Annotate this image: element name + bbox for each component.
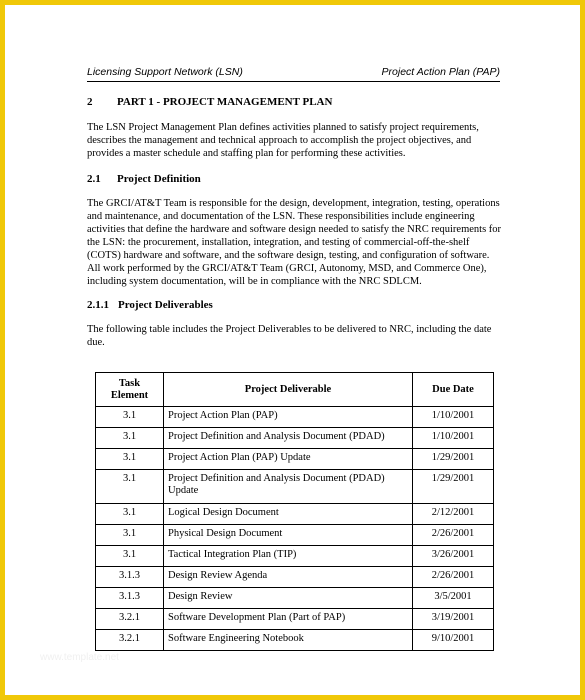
date-cell: 2/12/2001 [413, 504, 494, 525]
task-cell: 3.1.3 [96, 567, 164, 588]
table-row [96, 504, 494, 525]
deliverable-cell: Design Review Agenda [164, 567, 413, 588]
table-row [96, 407, 494, 428]
date-cell: 1/10/2001 [413, 428, 494, 449]
page-header [87, 66, 500, 82]
task-cell: 3.2.1 [96, 609, 164, 630]
date-cell: 3/26/2001 [413, 546, 494, 567]
deliverable-cell: Software Development Plan (Part of PAP) [164, 609, 413, 630]
task-cell: 3.2.1 [96, 630, 164, 651]
table-row [96, 609, 494, 630]
date-cell: 3/19/2001 [413, 609, 494, 630]
table-row [96, 630, 494, 651]
table-header-row [96, 373, 494, 407]
date-cell: 1/29/2001 [413, 449, 494, 470]
document-page [5, 5, 580, 695]
subsection-title: Project Definition [117, 173, 201, 185]
watermark: www.template.net [40, 652, 119, 663]
header-project-deliverable: Project Deliverable [164, 373, 413, 407]
subsection-heading [87, 173, 201, 185]
subsubsection-number: 2.1.1 [87, 299, 109, 311]
task-cell: 3.1.3 [96, 588, 164, 609]
date-cell: 9/10/2001 [413, 630, 494, 651]
deliverable-cell: Logical Design Document [164, 504, 413, 525]
task-cell: 3.1 [96, 470, 164, 504]
header-task-element: Task Element [96, 373, 164, 407]
deliverable-cell: Design Review [164, 588, 413, 609]
deliverable-cell: Tactical Integration Plan (TIP) [164, 546, 413, 567]
header-due-date: Due Date [413, 373, 494, 407]
date-cell: 1/10/2001 [413, 407, 494, 428]
table-row [96, 428, 494, 449]
deliverable-cell: Project Definition and Analysis Document (PDAD) Update [164, 470, 413, 504]
deliverables-table [95, 372, 494, 651]
deliverable-cell: Project Action Plan (PAP) [164, 407, 413, 428]
task-cell: 3.1 [96, 525, 164, 546]
deliverable-cell: Physical Design Document [164, 525, 413, 546]
task-cell: 3.1 [96, 546, 164, 567]
subsubsection-body: The following table includes the Project Deliverables to be delivered to NRC, including the date due. [87, 324, 492, 348]
table-row [96, 449, 494, 470]
section-heading [87, 96, 332, 108]
header-right: Project Action Plan (PAP) [381, 66, 500, 78]
deliverable-cell: Project Definition and Analysis Document (PDAD) [164, 428, 413, 449]
subsubsection-title: Project Deliverables [118, 299, 213, 311]
date-cell: 3/5/2001 [413, 588, 494, 609]
subsection-number: 2.1 [87, 173, 101, 185]
table-row [96, 588, 494, 609]
date-cell: 2/26/2001 [413, 525, 494, 546]
table-row [96, 546, 494, 567]
deliverable-cell: Software Engineering Notebook [164, 630, 413, 651]
table-row [96, 470, 494, 504]
date-cell: 1/29/2001 [413, 470, 494, 504]
task-cell: 3.1 [96, 407, 164, 428]
subsubsection-heading [87, 299, 213, 311]
task-cell: 3.1 [96, 504, 164, 525]
table-row [96, 567, 494, 588]
deliverable-cell: Project Action Plan (PAP) Update [164, 449, 413, 470]
task-cell: 3.1 [96, 449, 164, 470]
table-row [96, 525, 494, 546]
section-title: PART 1 - PROJECT MANAGEMENT PLAN [117, 96, 333, 108]
section-number: 2 [87, 96, 93, 108]
header-left: Licensing Support Network (LSN) [87, 66, 243, 78]
date-cell: 2/26/2001 [413, 567, 494, 588]
task-cell: 3.1 [96, 428, 164, 449]
section-intro: The LSN Project Management Plan defines activities planned to satisfy project requirements, describes the management and technical approach to accomplish the project objectives, and provides a master schedule and staffing plan for performing these activities. [87, 122, 479, 159]
subsection-body: The GRCI/AT&T Team is responsible for the design, development, integration, testing, operations and maintenance, and documentation of the LSN. These responsibilities include engineering activities that define the hardware and software design needed to satisfy the NRC requirements for the LSN: the procurement, installation, integration, and testing of commercial-off-the-shelf (COTS) hardware and software, and the software design, testing, and configuration of software. All work performed by the GRCI/AT&T Team (GRCI, Autonomy, MSD, and Commerce One), including system documentation, will be in compliance with the NRC SDLCM. [87, 198, 502, 287]
